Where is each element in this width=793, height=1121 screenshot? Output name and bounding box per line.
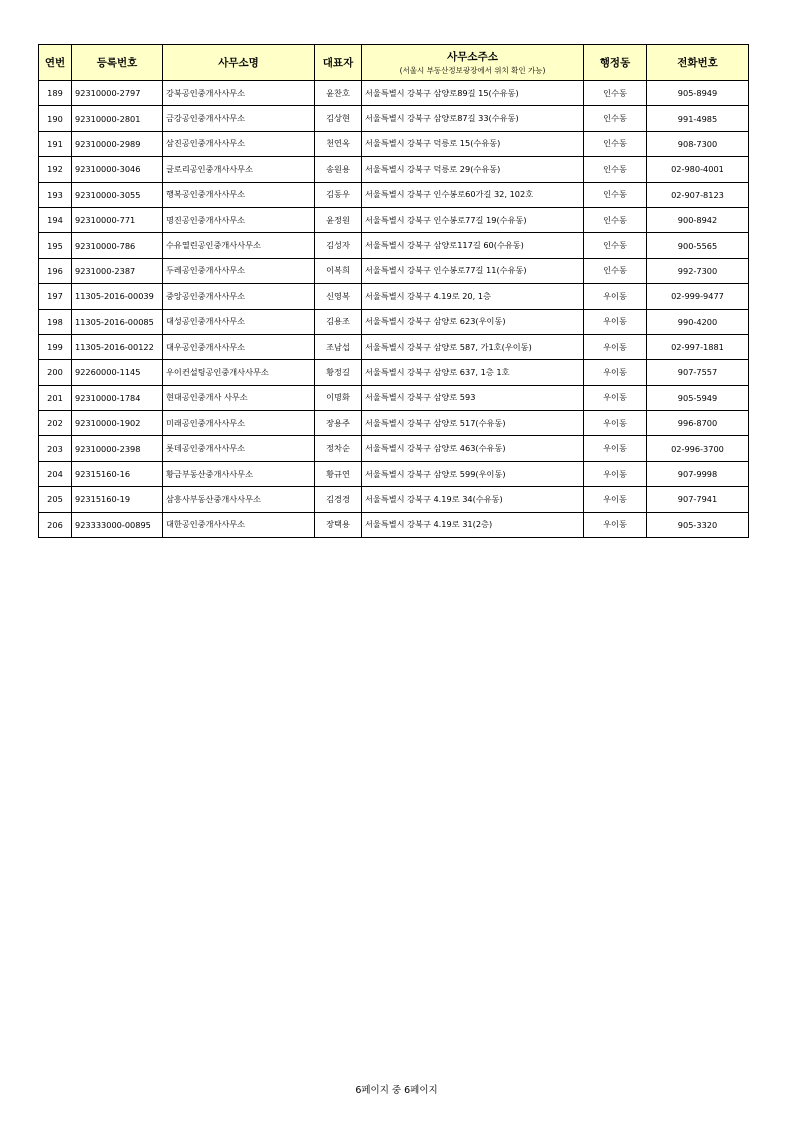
cell-office-name: 글로리공인중개사사무소 bbox=[163, 157, 315, 182]
cell-office-name: 황금부동산중개사사무소 bbox=[163, 461, 315, 486]
cell-no: 196 bbox=[39, 258, 72, 283]
cell-no: 203 bbox=[39, 436, 72, 461]
table-row bbox=[39, 182, 749, 207]
cell-no: 206 bbox=[39, 512, 72, 537]
cell-office-name: 삼흥사부동산중개사사무소 bbox=[163, 487, 315, 512]
cell-no: 194 bbox=[39, 207, 72, 232]
cell-office-name: 대성공인중개사사무소 bbox=[163, 309, 315, 334]
cell-address: 서울특별시 강북구 덕릉로 15(수유동) bbox=[362, 131, 584, 156]
table-body bbox=[39, 81, 749, 538]
cell-address: 서울특별시 강북구 덕릉로 29(수유동) bbox=[362, 157, 584, 182]
table-row bbox=[39, 207, 749, 232]
table-row bbox=[39, 461, 749, 486]
cell-no: 191 bbox=[39, 131, 72, 156]
cell-phone: 02-980-4001 bbox=[647, 157, 749, 182]
cell-reg-no: 92315160-19 bbox=[72, 487, 163, 512]
cell-address: 서울특별시 강북구 삼양로 593 bbox=[362, 385, 584, 410]
cell-no: 204 bbox=[39, 461, 72, 486]
cell-reg-no: 92310000-786 bbox=[72, 233, 163, 258]
header-reg-no: 등록번호 bbox=[72, 45, 163, 81]
cell-phone: 900-5565 bbox=[647, 233, 749, 258]
cell-address: 서울특별시 강북구 인수봉로60가길 32, 102호 bbox=[362, 182, 584, 207]
cell-no: 192 bbox=[39, 157, 72, 182]
cell-reg-no: 92310000-2797 bbox=[72, 81, 163, 106]
cell-district: 인수동 bbox=[584, 157, 647, 182]
table-row bbox=[39, 284, 749, 309]
cell-address: 서울특별시 강북구 삼양로 623(우이동) bbox=[362, 309, 584, 334]
cell-reg-no: 11305-2016-00039 bbox=[72, 284, 163, 309]
cell-district: 우이동 bbox=[584, 461, 647, 486]
cell-phone: 907-7941 bbox=[647, 487, 749, 512]
cell-reg-no: 92260000-1145 bbox=[72, 360, 163, 385]
registry-table bbox=[38, 44, 749, 538]
cell-office-name: 대우공인중개사사무소 bbox=[163, 334, 315, 359]
cell-no: 202 bbox=[39, 411, 72, 436]
cell-office-name: 중앙공인중개사사무소 bbox=[163, 284, 315, 309]
cell-reg-no: 92310000-2398 bbox=[72, 436, 163, 461]
table-row bbox=[39, 81, 749, 106]
cell-office-name: 두레공인중개사사무소 bbox=[163, 258, 315, 283]
cell-reg-no: 11305-2016-00122 bbox=[72, 334, 163, 359]
cell-district: 우이동 bbox=[584, 411, 647, 436]
cell-reg-no: 92310000-771 bbox=[72, 207, 163, 232]
cell-reg-no: 9231000-2387 bbox=[72, 258, 163, 283]
cell-representative: 황규연 bbox=[315, 461, 362, 486]
cell-representative: 송원용 bbox=[315, 157, 362, 182]
header-office-name: 사무소명 bbox=[163, 45, 315, 81]
cell-district: 인수동 bbox=[584, 233, 647, 258]
page-indicator: 6페이지 중 6페이지 bbox=[355, 1085, 438, 1096]
cell-representative: 이복희 bbox=[315, 258, 362, 283]
cell-district: 우이동 bbox=[584, 436, 647, 461]
cell-address: 서울특별시 강북구 삼양로 599(우이동) bbox=[362, 461, 584, 486]
cell-address: 서울특별시 강북구 삼양로117길 60(수유동) bbox=[362, 233, 584, 258]
cell-representative: 천연옥 bbox=[315, 131, 362, 156]
cell-district: 인수동 bbox=[584, 207, 647, 232]
cell-district: 우이동 bbox=[584, 512, 647, 537]
cell-phone: 992-7300 bbox=[647, 258, 749, 283]
cell-phone: 02-996-3700 bbox=[647, 436, 749, 461]
cell-representative: 김경경 bbox=[315, 487, 362, 512]
header-district: 행정동 bbox=[584, 45, 647, 81]
cell-address: 서울특별시 강북구 4.19로 20, 1층 bbox=[362, 284, 584, 309]
cell-reg-no: 92310000-1902 bbox=[72, 411, 163, 436]
cell-address: 서울특별시 강북구 4.19로 34(수유동) bbox=[362, 487, 584, 512]
cell-reg-no: 92315160-16 bbox=[72, 461, 163, 486]
table-row bbox=[39, 258, 749, 283]
cell-district: 우이동 bbox=[584, 284, 647, 309]
cell-address: 서울특별시 강북구 삼양로 637, 1층 1호 bbox=[362, 360, 584, 385]
cell-representative: 장용주 bbox=[315, 411, 362, 436]
cell-office-name: 명진공인중개사사무소 bbox=[163, 207, 315, 232]
header-address-note: (서울시 부동산정보광장에서 위치 확인 가능) bbox=[399, 66, 546, 75]
cell-address: 서울특별시 강북구 삼양로87길 33(수유동) bbox=[362, 106, 584, 131]
header-representative: 대표자 bbox=[315, 45, 362, 81]
cell-office-name: 강북공인중개사사무소 bbox=[163, 81, 315, 106]
cell-district: 우이동 bbox=[584, 309, 647, 334]
table-row bbox=[39, 309, 749, 334]
cell-reg-no: 92310000-2801 bbox=[72, 106, 163, 131]
cell-address: 서울특별시 강북구 삼양로 587, 가1호(우이동) bbox=[362, 334, 584, 359]
cell-district: 인수동 bbox=[584, 106, 647, 131]
cell-office-name: 삼진공인중개사사무소 bbox=[163, 131, 315, 156]
cell-no: 193 bbox=[39, 182, 72, 207]
header-address-title: 사무소주소 bbox=[447, 51, 498, 63]
cell-phone: 908-7300 bbox=[647, 131, 749, 156]
cell-district: 인수동 bbox=[584, 81, 647, 106]
cell-district: 인수동 bbox=[584, 182, 647, 207]
table-row bbox=[39, 385, 749, 410]
cell-district: 인수동 bbox=[584, 131, 647, 156]
cell-representative: 김상현 bbox=[315, 106, 362, 131]
table-row bbox=[39, 411, 749, 436]
cell-office-name: 우이컨설팅공인중개사사무소 bbox=[163, 360, 315, 385]
cell-district: 우이동 bbox=[584, 334, 647, 359]
cell-reg-no: 92310000-3046 bbox=[72, 157, 163, 182]
cell-address: 서울특별시 강북구 인수봉로77길 19(수유동) bbox=[362, 207, 584, 232]
cell-representative: 김성자 bbox=[315, 233, 362, 258]
cell-phone: 02-907-8123 bbox=[647, 182, 749, 207]
cell-phone: 990-4200 bbox=[647, 309, 749, 334]
table-header bbox=[39, 45, 749, 81]
cell-no: 190 bbox=[39, 106, 72, 131]
cell-phone: 905-5949 bbox=[647, 385, 749, 410]
cell-representative: 황정길 bbox=[315, 360, 362, 385]
cell-no: 200 bbox=[39, 360, 72, 385]
cell-reg-no: 92310000-1784 bbox=[72, 385, 163, 410]
cell-no: 189 bbox=[39, 81, 72, 106]
cell-phone: 907-7557 bbox=[647, 360, 749, 385]
cell-address: 서울특별시 강북구 4.19로 31(2층) bbox=[362, 512, 584, 537]
table-row bbox=[39, 106, 749, 131]
header-row bbox=[39, 45, 749, 81]
cell-address: 서울특별시 강북구 삼양로 463(수유동) bbox=[362, 436, 584, 461]
cell-representative: 김동우 bbox=[315, 182, 362, 207]
cell-no: 201 bbox=[39, 385, 72, 410]
cell-phone: 905-8949 bbox=[647, 81, 749, 106]
cell-address: 서울특별시 강북구 삼양로89길 15(수유동) bbox=[362, 81, 584, 106]
cell-reg-no: 92310000-2989 bbox=[72, 131, 163, 156]
cell-office-name: 수유열린공인중개사사무소 bbox=[163, 233, 315, 258]
header-no: 연번 bbox=[39, 45, 72, 81]
cell-phone: 996-8700 bbox=[647, 411, 749, 436]
cell-phone: 905-3320 bbox=[647, 512, 749, 537]
cell-representative: 정차순 bbox=[315, 436, 362, 461]
table-row bbox=[39, 131, 749, 156]
cell-address: 서울특별시 강북구 삼양로 517(수유동) bbox=[362, 411, 584, 436]
cell-reg-no: 11305-2016-00085 bbox=[72, 309, 163, 334]
cell-no: 205 bbox=[39, 487, 72, 512]
cell-phone: 900-8942 bbox=[647, 207, 749, 232]
cell-district: 우이동 bbox=[584, 385, 647, 410]
cell-phone: 02-997-1881 bbox=[647, 334, 749, 359]
cell-phone: 991-4985 bbox=[647, 106, 749, 131]
cell-district: 인수동 bbox=[584, 258, 647, 283]
table-row bbox=[39, 360, 749, 385]
cell-phone: 907-9998 bbox=[647, 461, 749, 486]
cell-office-name: 미래공인중개사사무소 bbox=[163, 411, 315, 436]
table-row bbox=[39, 334, 749, 359]
table-row bbox=[39, 157, 749, 182]
cell-representative: 윤찬호 bbox=[315, 81, 362, 106]
cell-no: 199 bbox=[39, 334, 72, 359]
cell-district: 우이동 bbox=[584, 487, 647, 512]
cell-office-name: 대한공인중개사사무소 bbox=[163, 512, 315, 537]
cell-office-name: 금강공인중개사사무소 bbox=[163, 106, 315, 131]
cell-address: 서울특별시 강북구 인수봉로77길 11(수유동) bbox=[362, 258, 584, 283]
cell-district: 우이동 bbox=[584, 360, 647, 385]
cell-no: 195 bbox=[39, 233, 72, 258]
table-row bbox=[39, 487, 749, 512]
cell-representative: 조남섭 bbox=[315, 334, 362, 359]
header-phone: 전화번호 bbox=[647, 45, 749, 81]
cell-office-name: 롯데공인중개사사무소 bbox=[163, 436, 315, 461]
cell-office-name: 현대공인중개사 사무소 bbox=[163, 385, 315, 410]
cell-reg-no: 92310000-3055 bbox=[72, 182, 163, 207]
cell-office-name: 행복공인중개사사무소 bbox=[163, 182, 315, 207]
cell-representative: 장택용 bbox=[315, 512, 362, 537]
cell-representative: 이명화 bbox=[315, 385, 362, 410]
cell-reg-no: 923333000-00895 bbox=[72, 512, 163, 537]
cell-representative: 신영복 bbox=[315, 284, 362, 309]
cell-representative: 김용조 bbox=[315, 309, 362, 334]
cell-representative: 윤정원 bbox=[315, 207, 362, 232]
cell-no: 197 bbox=[39, 284, 72, 309]
table-row bbox=[39, 436, 749, 461]
cell-no: 198 bbox=[39, 309, 72, 334]
header-address bbox=[362, 45, 584, 81]
table-row bbox=[39, 233, 749, 258]
table-row bbox=[39, 512, 749, 537]
cell-phone: 02-999-9477 bbox=[647, 284, 749, 309]
